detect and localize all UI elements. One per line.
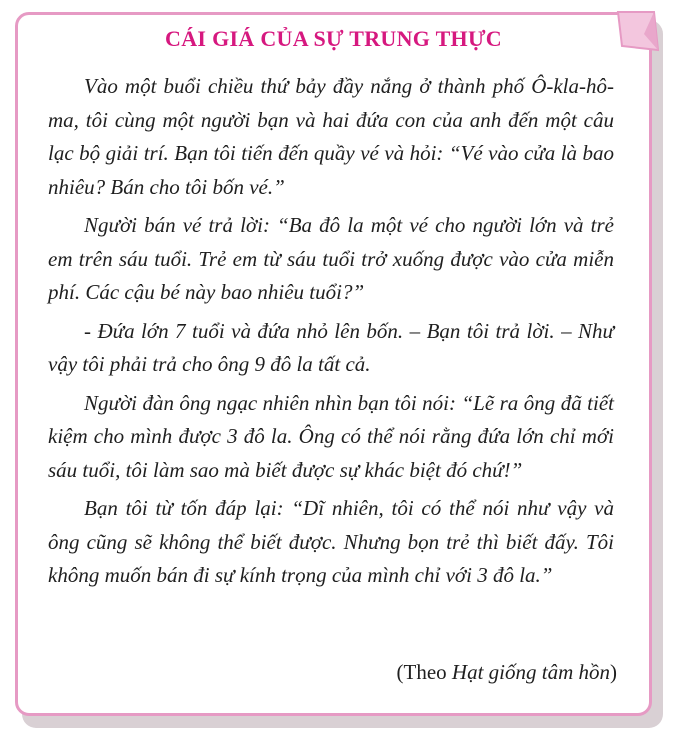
- paragraph-3: - Đứa lớn 7 tuổi và đứa nhỏ lên bốn. – Bạn tôi trả lời. – Như vậy tôi phải trả cho ông 9 đô la tất cả.: [48, 318, 614, 376]
- paragraph-5: Bạn tôi từ tốn đáp lại: “Dĩ nhiên, tôi có thể nói như vậy và ông cũng sẽ không thể biết được. Nhưng bọn trẻ thì biết đấy. Tôi không muốn bán đi sự kính trọng của mình chỉ với 3 đô la.”: [48, 496, 614, 587]
- story-title: CÁI GIÁ CỦA SỰ TRUNG THỰC: [165, 26, 502, 51]
- source-citation: [397, 660, 618, 685]
- story-body: [48, 70, 614, 598]
- source-book-title: Hạt giống tâm hồn: [451, 660, 610, 684]
- source-prefix: (Theo: [396, 660, 452, 684]
- paragraph-4: Người đàn ông ngạc nhiên nhìn bạn tôi nói: “Lẽ ra ông đã tiết kiệm cho mình được 3 đô la. Ông có thể nói rằng đứa lớn chỉ mới sáu tuổi, tôi làm sao mà biết được sự khác biệt đó chứ!”: [48, 390, 614, 482]
- paragraph-2: Người bán vé trả lời: “Ba đô la một vé cho người lớn và trẻ em trên sáu tuổi. Trẻ em từ sáu tuổi trở xuống được vào cửa miễn phí. Các cậu bé này bao nhiêu tuổi?”: [48, 213, 614, 304]
- paragraph-1: Vào một buổi chiều thứ bảy đầy nắng ở thành phố Ô-kla-hô-ma, tôi cùng một người bạn và hai đứa con của anh đến một câu lạc bộ giải trí. Bạn tôi tiến đến quầy vé và hỏi: “Vé vào cửa là bao nhiêu? Bán cho tôi bốn vé.”: [48, 74, 614, 199]
- source-suffix: ): [610, 660, 617, 684]
